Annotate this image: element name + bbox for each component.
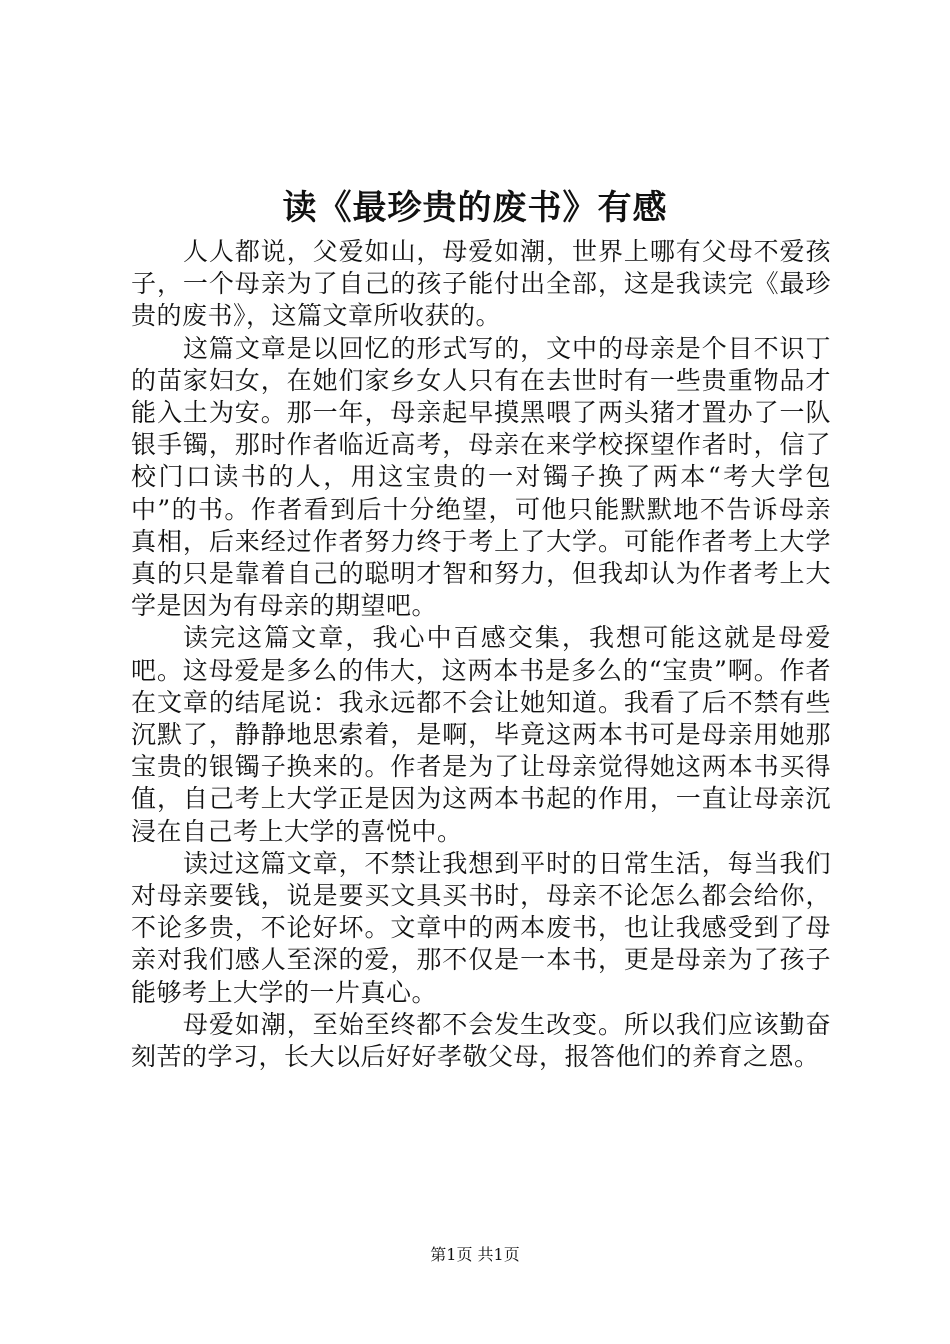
- document-body: [131, 236, 831, 1073]
- paragraph-3: 读完这篇文章，我心中百感交集，我想可能这就是母爱吧。这母爱是多么的伟大，这两本书是多么的“宝贵”啊。作者在文章的结尾说：我永远都不会让她知道。我看了后不禁有些沉默了，静静地思索着，是啊，毕竟这两本书可是母亲用她那宝贵的银镯子换来的。作者是为了让母亲觉得她这两本书买得值，自己考上大学正是因为这两本书起的作用，一直让母亲沉浸在自己考上大学的喜悦中。: [131, 623, 831, 846]
- paragraph-2: 这篇文章是以回忆的形式写的，文中的母亲是个目不识丁的苗家妇女，在她们家乡女人只有在去世时有一些贵重物品才能入土为安。那一年，母亲起早摸黑喂了两头猪才置办了一队银手镯，那时作者临近高考，母亲在来学校探望作者时，信了校门口读书的人，用这宝贵的一对镯子换了两本“考大学包中”的书。作者看到后十分绝望，可他只能默默地不告诉母亲真相，后来经过作者努力终于考上了大学。可能作者考上大学真的只是靠着自己的聪明才智和努力，但我却认为作者考上大学是因为有母亲的期望吧。: [131, 333, 831, 621]
- document-title: 读《最珍贵的废书》有感: [282, 188, 668, 228]
- paragraph-1: 人人都说，父爱如山，母爱如潮，世界上哪有父母不爱孩子，一个母亲为了自己的孩子能付出全部，这是我读完《最珍贵的废书》，这篇文章所收获的。: [131, 237, 831, 331]
- paragraph-4: 读过这篇文章，不禁让我想到平时的日常生活，每当我们对母亲要钱，说是要买文具买书时，母亲不论怎么都会给你，不论多贵，不论好坏。文章中的两本废书，也让我感受到了母亲对我们感人至深的爱，那不仅是一本书，更是母亲为了孩子能够考上大学的一片真心。: [131, 848, 831, 1007]
- paragraph-5: 母爱如潮，至始至终都不会发生改变。所以我们应该勤奋刻苦的学习，长大以后好好孝敬父母，报答他们的养育之恩。: [131, 1009, 831, 1072]
- page-footer: 第1页 共1页: [430, 1245, 520, 1264]
